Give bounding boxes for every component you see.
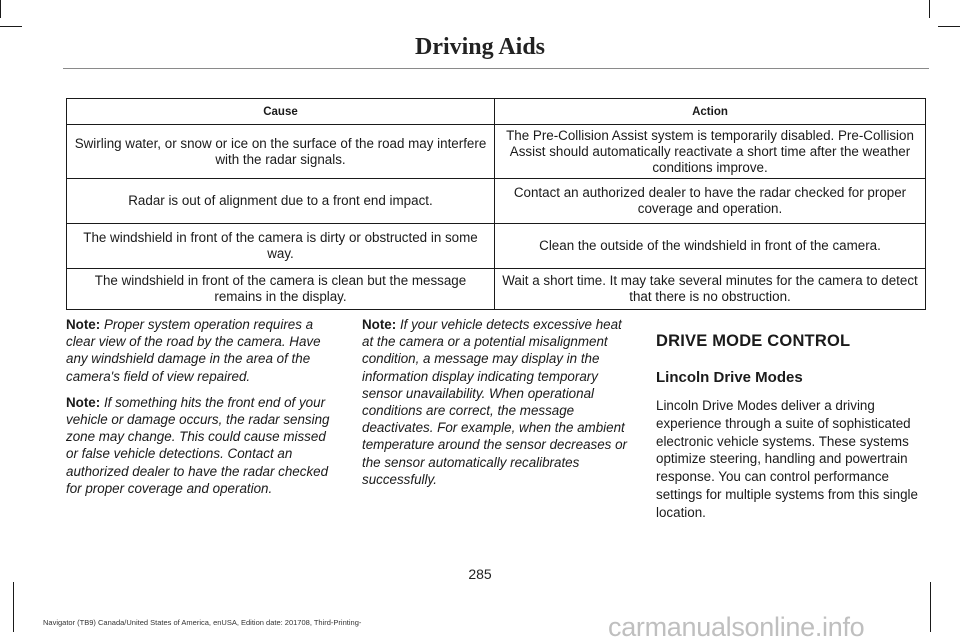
note-text: If your vehicle detects excessive heat at the camera or a potential misalignment condition, a message may display in the information display indicating temporary sensor unavailability. When operational conditions are correct, the message deactivates. For example, when the ambient temperature around the sensor decreases or the sensor automatically recalibrates successfully. <box>362 317 627 487</box>
middle-column <box>362 316 634 497</box>
cause-cell: The windshield in front of the camera is clean but the message remains in the display. <box>67 269 495 310</box>
crop-mark <box>0 0 1 18</box>
watermark-logo: carmanualsonline.info <box>608 612 865 642</box>
note-label: Note: <box>362 317 397 332</box>
page-number: 285 <box>468 566 492 582</box>
note-label: Note: <box>66 394 101 410</box>
section-heading: DRIVE MODE CONTROL <box>656 332 851 350</box>
table-row <box>67 269 926 310</box>
section-subheading: Lincoln Drive Modes <box>656 369 803 386</box>
action-cell: Contact an authorized dealer to have the radar checked for proper coverage and operation. <box>495 179 926 224</box>
note-text: Proper system operation requires a clear view of the road by the camera. Have any windshield damage in the area of the camera's field of view repaired. <box>66 317 321 384</box>
action-cell: Clean the outside of the windshield in front of the camera. <box>495 224 926 269</box>
action-cell: The Pre-Collision Assist system is temporarily disabled. Pre-Collision Assist should automatically reactivate a short time after the weather conditions improve. <box>495 125 926 179</box>
action-cell: Wait a short time. It may take several minutes for the camera to detect that there is no obstruction. <box>495 269 926 310</box>
table-row <box>67 125 926 179</box>
table-row <box>67 224 926 269</box>
table-row <box>67 179 926 224</box>
left-column <box>66 316 336 506</box>
column-header-cause: Cause <box>67 99 495 125</box>
crop-mark <box>930 582 931 632</box>
column-header-action: Action <box>495 99 926 125</box>
note-paragraph <box>66 394 336 497</box>
right-column <box>656 330 931 522</box>
table-header-row <box>67 99 926 125</box>
crop-mark <box>929 0 930 18</box>
crop-mark <box>0 26 22 27</box>
cause-cell: The windshield in front of the camera is dirty or obstructed in some way. <box>67 224 495 269</box>
note-text: If something hits the front end of your vehicle or damage occurs, the radar sensing zone may change. This could cause missed or false vehicle detections. Contact an authorized dealer to have the radar checked for proper coverage and operation. <box>66 394 330 496</box>
note-label: Note: <box>66 317 101 332</box>
cause-cell: Radar is out of alignment due to a front end impact. <box>67 179 495 224</box>
cause-action-table <box>66 98 926 310</box>
crop-mark <box>938 26 960 27</box>
header-divider <box>63 68 929 69</box>
section-body: Lincoln Drive Modes deliver a driving experience through a suite of sophisticated electronic vehicle systems. These systems optimize steering, handling and powertrain response. You can control performance settings for multiple systems from this single location. <box>656 398 918 520</box>
note-paragraph <box>362 316 634 488</box>
page-header-title: Driving Aids <box>414 34 546 60</box>
edition-footer: Navigator (TB9) Canada/United States of America, enUSA, Edition date: 201708, Third-Printing- <box>43 618 362 627</box>
cause-cell: Swirling water, or snow or ice on the surface of the road may interfere with the radar signals. <box>67 125 495 179</box>
note-paragraph <box>66 316 336 385</box>
crop-mark <box>13 582 14 632</box>
